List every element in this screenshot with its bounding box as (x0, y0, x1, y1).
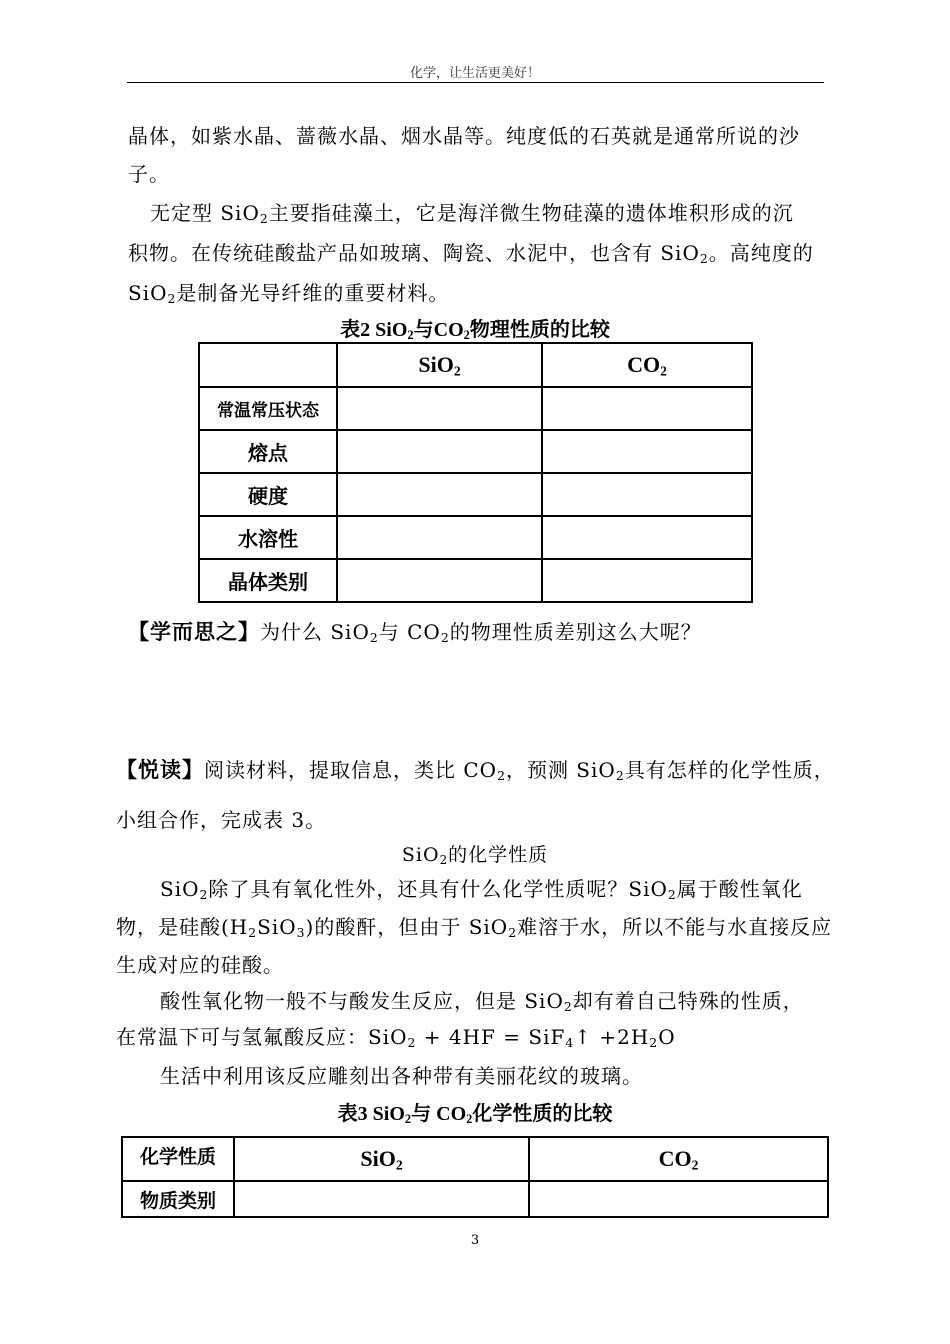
reading-tag: 【悦读】 (116, 758, 204, 782)
row-label-state: 常温常压状态 (199, 387, 337, 430)
table-corner-cell (199, 343, 337, 387)
article-title: SiO$_2$的化学性质 (401, 844, 549, 867)
cell-sio2-hardness[interactable] (337, 473, 542, 516)
row-label-melting-point: 熔点 (199, 430, 337, 473)
article-paragraph-3: 生活中利用该反应雕刻出各种带有美丽花纹的玻璃。 (160, 1064, 643, 1088)
amorphous-line-3: SiO$_2$是制备光导纤维的重要材料。 (128, 281, 450, 307)
intro-line-2: 子。 (128, 162, 170, 186)
amorphous-line-1: 无定型 SiO$_2$主要指硅藻土，它是海洋微生物硅藻的遗体堆积形成的沉 (150, 201, 794, 227)
reading-line-1: 【悦读】阅读材料，提取信息，类比 $CO_2$，预测 SiO$_2$具有怎样的化学性质， (116, 758, 835, 784)
table3-caption: 表3 SiO$_2$与 $CO_2$化学性质的比较 (337, 1103, 613, 1127)
cell-sio2-substance-class[interactable] (234, 1181, 529, 1217)
row-label-crystal-type: 晶体类别 (199, 559, 337, 602)
amorphous-paragraph (128, 193, 828, 313)
cell-co2-state[interactable] (542, 387, 752, 430)
row-label-chemical-property: 化学性质 (122, 1137, 234, 1181)
column-header-co2: $CO_2$ (529, 1137, 828, 1181)
table-row (199, 473, 752, 516)
physical-properties-table (198, 342, 753, 603)
article-p1-line-1: SiO$_2$除了具有氧化性外，还具有什么化学性质呢？SiO$_2$属于酸性氧化 (160, 877, 803, 903)
table-row (199, 559, 752, 602)
row-label-substance-class: 物质类别 (122, 1181, 234, 1217)
table-row (199, 430, 752, 473)
column-header-co2: $CO_2$ (542, 343, 752, 387)
table2-caption: 表2 SiO$_2$与$CO_2$物理性质的比较 (340, 319, 610, 343)
column-header-sio2: SiO$_2$ (234, 1137, 529, 1181)
cell-sio2-solubility[interactable] (337, 516, 542, 559)
reading-line-2: 小组合作，完成表 3。 (116, 808, 327, 832)
cell-co2-hardness[interactable] (542, 473, 752, 516)
page-header: 化学，让生活更美好！ (409, 66, 540, 81)
think-tag: 【学而思之】 (128, 620, 260, 644)
article-paragraph-2 (116, 983, 836, 1055)
article-p1-line-2: 物，是硅酸$(H_2SiO_3)$的酸酐，但由于 SiO$_2$难溶于水，所以不能与水直接反应 (116, 915, 833, 941)
column-header-sio2: SiO$_2$ (337, 343, 542, 387)
article-p1-line-3: 生成对应的硅酸。 (116, 953, 284, 977)
cell-co2-solubility[interactable] (542, 516, 752, 559)
reaction-equation: 在常温下可与氢氟酸反应：SiO$_2$ + 4HF = SiF$_4$↑ $+2H_2O$ (116, 1025, 676, 1051)
cell-co2-melting-point[interactable] (542, 430, 752, 473)
cell-sio2-state[interactable] (337, 387, 542, 430)
article-paragraph-1 (116, 870, 836, 984)
cell-sio2-crystal-type[interactable] (337, 559, 542, 602)
row-label-hardness: 硬度 (199, 473, 337, 516)
table-header-row (199, 343, 752, 387)
chemical-properties-table (121, 1136, 829, 1218)
table-row (122, 1181, 828, 1217)
header-divider (127, 82, 824, 83)
reading-task (116, 745, 836, 845)
table-row (199, 387, 752, 430)
table-header-row (122, 1137, 828, 1181)
article-p2-line-1: 酸性氧化物一般不与酸发生反应，但是 SiO$_2$却有着自己特殊的性质， (160, 989, 804, 1015)
amorphous-line-2: 积物。在传统硅酸盐产品如玻璃、陶瓷、水泥中，也含有 SiO$_2$。高纯度的 (128, 241, 814, 267)
cell-co2-crystal-type[interactable] (542, 559, 752, 602)
table-row (199, 516, 752, 559)
cell-sio2-melting-point[interactable] (337, 430, 542, 473)
row-label-solubility: 水溶性 (199, 516, 337, 559)
cell-co2-substance-class[interactable] (529, 1181, 828, 1217)
intro-paragraph (128, 117, 828, 193)
intro-line-1: 晶体，如紫水晶、蔷薇水晶、烟水晶等。纯度低的石英就是通常所说的沙 (128, 124, 800, 148)
page-number: 3 (470, 1233, 480, 1248)
think-prompt: 【学而思之】为什么 SiO$_2$与 $CO_2$的物理性质差别这么大呢？ (128, 620, 702, 646)
